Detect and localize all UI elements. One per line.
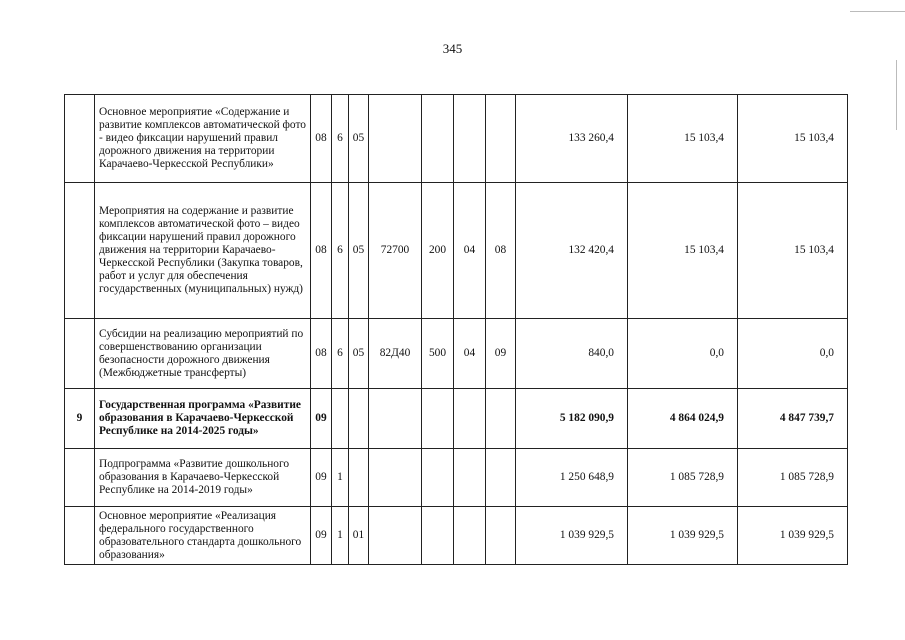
row-number-cell <box>65 95 95 183</box>
budget-table <box>64 94 848 565</box>
code-cell-6: 04 <box>454 319 486 389</box>
code-cell-4 <box>369 389 422 449</box>
amount-cell-1: 1 039 929,5 <box>516 507 628 565</box>
code-cell-2 <box>332 389 349 449</box>
code-cell-4: 72700 <box>369 183 422 319</box>
row-name-cell: Основное мероприятие «Реализация федерального государственного образовательного стандарта дошкольного образования» <box>95 507 311 565</box>
code-cell-2: 1 <box>332 449 349 507</box>
code-cell-5 <box>422 507 454 565</box>
amount-cell-1: 840,0 <box>516 319 628 389</box>
code-cell-2: 6 <box>332 95 349 183</box>
amount-cell-3: 1 039 929,5 <box>738 507 848 565</box>
code-cell-2: 6 <box>332 319 349 389</box>
code-cell-5 <box>422 389 454 449</box>
code-cell-3 <box>349 389 369 449</box>
code-cell-7: 08 <box>486 183 516 319</box>
row-number-cell <box>65 449 95 507</box>
amount-cell-1: 1 250 648,9 <box>516 449 628 507</box>
amount-cell-3: 15 103,4 <box>738 183 848 319</box>
row-name-cell: Субсидии на реализацию мероприятий по совершенствованию организации безопасности дорожного движения (Межбюджетные трансферты) <box>95 319 311 389</box>
code-cell-3: 05 <box>349 95 369 183</box>
amount-cell-2: 1 085 728,9 <box>628 449 738 507</box>
code-cell-3 <box>349 449 369 507</box>
code-cell-6 <box>454 507 486 565</box>
amount-cell-2: 1 039 929,5 <box>628 507 738 565</box>
amount-cell-3: 0,0 <box>738 319 848 389</box>
code-cell-7 <box>486 95 516 183</box>
row-number-cell: 9 <box>65 389 95 449</box>
code-cell-6 <box>454 95 486 183</box>
table-row <box>65 95 848 183</box>
code-cell-4 <box>369 507 422 565</box>
row-number-cell <box>65 507 95 565</box>
code-cell-7 <box>486 449 516 507</box>
code-cell-7: 09 <box>486 319 516 389</box>
table-row <box>65 183 848 319</box>
amount-cell-3: 4 847 739,7 <box>738 389 848 449</box>
row-number-cell <box>65 319 95 389</box>
code-cell-5 <box>422 95 454 183</box>
code-cell-1: 08 <box>311 319 332 389</box>
code-cell-3: 01 <box>349 507 369 565</box>
code-cell-2: 1 <box>332 507 349 565</box>
code-cell-1: 09 <box>311 449 332 507</box>
code-cell-4: 82Д40 <box>369 319 422 389</box>
code-cell-5: 500 <box>422 319 454 389</box>
scan-edge-line <box>850 11 905 12</box>
amount-cell-2: 15 103,4 <box>628 183 738 319</box>
scan-edge-line <box>896 60 897 130</box>
code-cell-3: 05 <box>349 319 369 389</box>
amount-cell-1: 132 420,4 <box>516 183 628 319</box>
code-cell-4 <box>369 95 422 183</box>
code-cell-4 <box>369 449 422 507</box>
code-cell-1: 08 <box>311 183 332 319</box>
amount-cell-2: 4 864 024,9 <box>628 389 738 449</box>
code-cell-6 <box>454 389 486 449</box>
code-cell-6 <box>454 449 486 507</box>
page-number: 345 <box>442 41 463 56</box>
row-name-cell: Государственная программа «Развитие образования в Карачаево-Черкесской Республике на 2014-2025 годы» <box>95 389 311 449</box>
code-cell-7 <box>486 389 516 449</box>
table-row <box>65 449 848 507</box>
code-cell-1: 08 <box>311 95 332 183</box>
amount-cell-3: 1 085 728,9 <box>738 449 848 507</box>
row-name-cell: Мероприятия на содержание и развитие комплексов автоматической фото – видео фиксации нарушений правил дорожного движения на территории Карачаево-Черкесской Республики (Закупка товаров, работ и услуг для обеспечения государственных (муниципальных) нужд) <box>95 183 311 319</box>
table-row <box>65 507 848 565</box>
row-name-cell: Основное мероприятие «Содержание и развитие комплексов автоматической фото - видео фиксации нарушений правил дорожного движения на территории Карачаево-Черкесской Республики» <box>95 95 311 183</box>
code-cell-3: 05 <box>349 183 369 319</box>
code-cell-5 <box>422 449 454 507</box>
code-cell-2: 6 <box>332 183 349 319</box>
code-cell-5: 200 <box>422 183 454 319</box>
amount-cell-3: 15 103,4 <box>738 95 848 183</box>
code-cell-1: 09 <box>311 507 332 565</box>
table-row <box>65 389 848 449</box>
row-name-cell: Подпрограмма «Развитие дошкольного образования в Карачаево-Черкесской Республике на 2014-2019 годы» <box>95 449 311 507</box>
amount-cell-2: 0,0 <box>628 319 738 389</box>
amount-cell-1: 5 182 090,9 <box>516 389 628 449</box>
amount-cell-1: 133 260,4 <box>516 95 628 183</box>
code-cell-1: 09 <box>311 389 332 449</box>
code-cell-6: 04 <box>454 183 486 319</box>
table-row <box>65 319 848 389</box>
row-number-cell <box>65 183 95 319</box>
amount-cell-2: 15 103,4 <box>628 95 738 183</box>
code-cell-7 <box>486 507 516 565</box>
